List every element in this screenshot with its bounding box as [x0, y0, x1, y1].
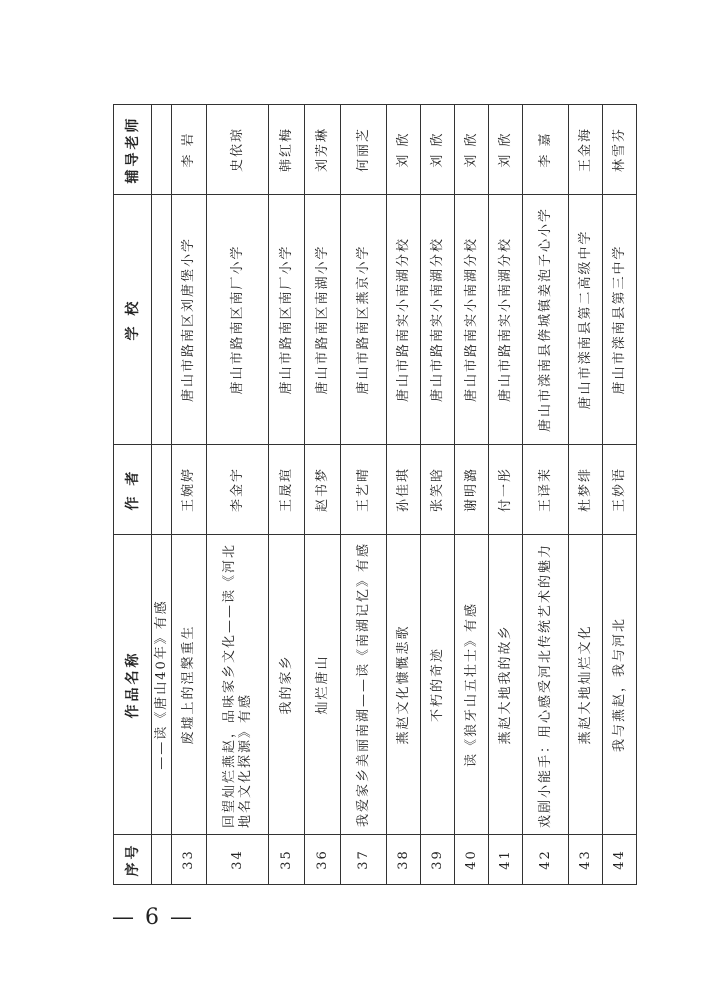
cell-author: 王艺晴	[341, 445, 387, 535]
cell-school: 唐山市路南实小南湖分校	[455, 195, 489, 445]
cell-author: 谢明潞	[455, 445, 489, 535]
cell-no: 42	[523, 835, 569, 885]
rotated-table	[113, 105, 625, 885]
cell-teacher: 刘 欣	[489, 105, 523, 195]
table-row	[569, 105, 603, 885]
cell-school: 唐山市路南实小南湖分校	[489, 195, 523, 445]
cell-title: 我与燕赵，我与河北	[603, 535, 637, 835]
table-row	[207, 105, 269, 885]
cell-no: 38	[387, 835, 421, 885]
cell-title: 戏剧小能手：用心感受河北传统艺术的魅力	[523, 535, 569, 835]
cell-no: 37	[341, 835, 387, 885]
cell-school: 唐山市路南区南湖小学	[305, 195, 341, 445]
table-row	[489, 105, 523, 885]
cell-no: 41	[489, 835, 523, 885]
cell-author: 王妙语	[603, 445, 637, 535]
cell-author: 付一彤	[489, 445, 523, 535]
header-school: 学 校	[114, 195, 152, 445]
cell-no: 39	[421, 835, 455, 885]
table-header-row	[114, 105, 152, 885]
cell-author: 杜梦绯	[569, 445, 603, 535]
cell-teacher: 刘 欣	[387, 105, 421, 195]
cell-teacher: 刘芳琳	[305, 105, 341, 195]
cell-no: 34	[207, 835, 269, 885]
cell-school: 唐山市滦南县第三中学	[603, 195, 637, 445]
cell-title: 不朽的奇迹	[421, 535, 455, 835]
cell-school: 唐山市路南实小南湖分校	[421, 195, 455, 445]
cell-teacher: 韩红梅	[269, 105, 305, 195]
cell-title: 灿烂唐山	[305, 535, 341, 835]
cell-title: 我爱家乡美丽南湖——读《南湖记忆》有感	[341, 535, 387, 835]
cell-no: 43	[569, 835, 603, 885]
cell-school: 唐山市路南实小南湖分校	[387, 195, 421, 445]
page-number: — 6 —	[112, 905, 194, 930]
header-teacher: 辅导老师	[114, 105, 152, 195]
cell-school: 唐山市滦南县第二高级中学	[569, 195, 603, 445]
cell-teacher: 李 岩	[172, 105, 207, 195]
table-row	[172, 105, 207, 885]
cell-school	[152, 195, 172, 445]
cell-author: 王译茉	[523, 445, 569, 535]
table-row	[603, 105, 637, 885]
cell-teacher: 李 嘉	[523, 105, 569, 195]
cell-teacher: 何丽芝	[341, 105, 387, 195]
cell-no: 40	[455, 835, 489, 885]
cell-title: ——读《唐山40年》有感	[152, 535, 172, 835]
cell-author: 王晟瑄	[269, 445, 305, 535]
cell-school: 唐山市滦南县倴城镇姜泡子心小学	[523, 195, 569, 445]
rotated-table-container	[113, 105, 625, 885]
cell-title: 回望灿烂燕赵，品味家乡文化——读《河北地名文化探源》有感	[207, 535, 269, 835]
cell-title: 燕赵文化慷慨悲歌	[387, 535, 421, 835]
cell-author: 张笑晗	[421, 445, 455, 535]
cell-school: 唐山市路南区南厂小学	[207, 195, 269, 445]
cell-no: 35	[269, 835, 305, 885]
cell-author: 孙佳琪	[387, 445, 421, 535]
cell-teacher: 刘 欣	[455, 105, 489, 195]
cell-author	[152, 445, 172, 535]
table-row	[387, 105, 421, 885]
table-row	[455, 105, 489, 885]
cell-title: 我的家乡	[269, 535, 305, 835]
cell-title: 废墟上的涅槃重生	[172, 535, 207, 835]
table-row	[269, 105, 305, 885]
cell-author: 王婉婷	[172, 445, 207, 535]
cell-author: 赵书梦	[305, 445, 341, 535]
table-row	[305, 105, 341, 885]
cell-author: 李金宇	[207, 445, 269, 535]
cell-teacher: 刘 欣	[421, 105, 455, 195]
header-no: 序号	[114, 835, 152, 885]
cell-no: 44	[603, 835, 637, 885]
continuation-row	[152, 105, 172, 885]
header-title: 作品名称	[114, 535, 152, 835]
cell-title: 燕赵大地灿烂文化	[569, 535, 603, 835]
cell-title: 燕赵大地我的故乡	[489, 535, 523, 835]
cell-teacher: 王金海	[569, 105, 603, 195]
cell-teacher: 史依琼	[207, 105, 269, 195]
table-row	[341, 105, 387, 885]
table-row	[421, 105, 455, 885]
cell-teacher: 林雪芬	[603, 105, 637, 195]
cell-school: 唐山市路南区燕京小学	[341, 195, 387, 445]
cell-teacher	[152, 105, 172, 195]
table-row	[523, 105, 569, 885]
cell-no	[152, 835, 172, 885]
cell-school: 唐山市路南区刘唐堡小学	[172, 195, 207, 445]
cell-title: 读《狼牙山五壮士》有感	[455, 535, 489, 835]
cell-no: 36	[305, 835, 341, 885]
cell-no: 33	[172, 835, 207, 885]
header-author: 作 者	[114, 445, 152, 535]
cell-school: 唐山市路南区南厂小学	[269, 195, 305, 445]
award-table	[113, 104, 637, 885]
